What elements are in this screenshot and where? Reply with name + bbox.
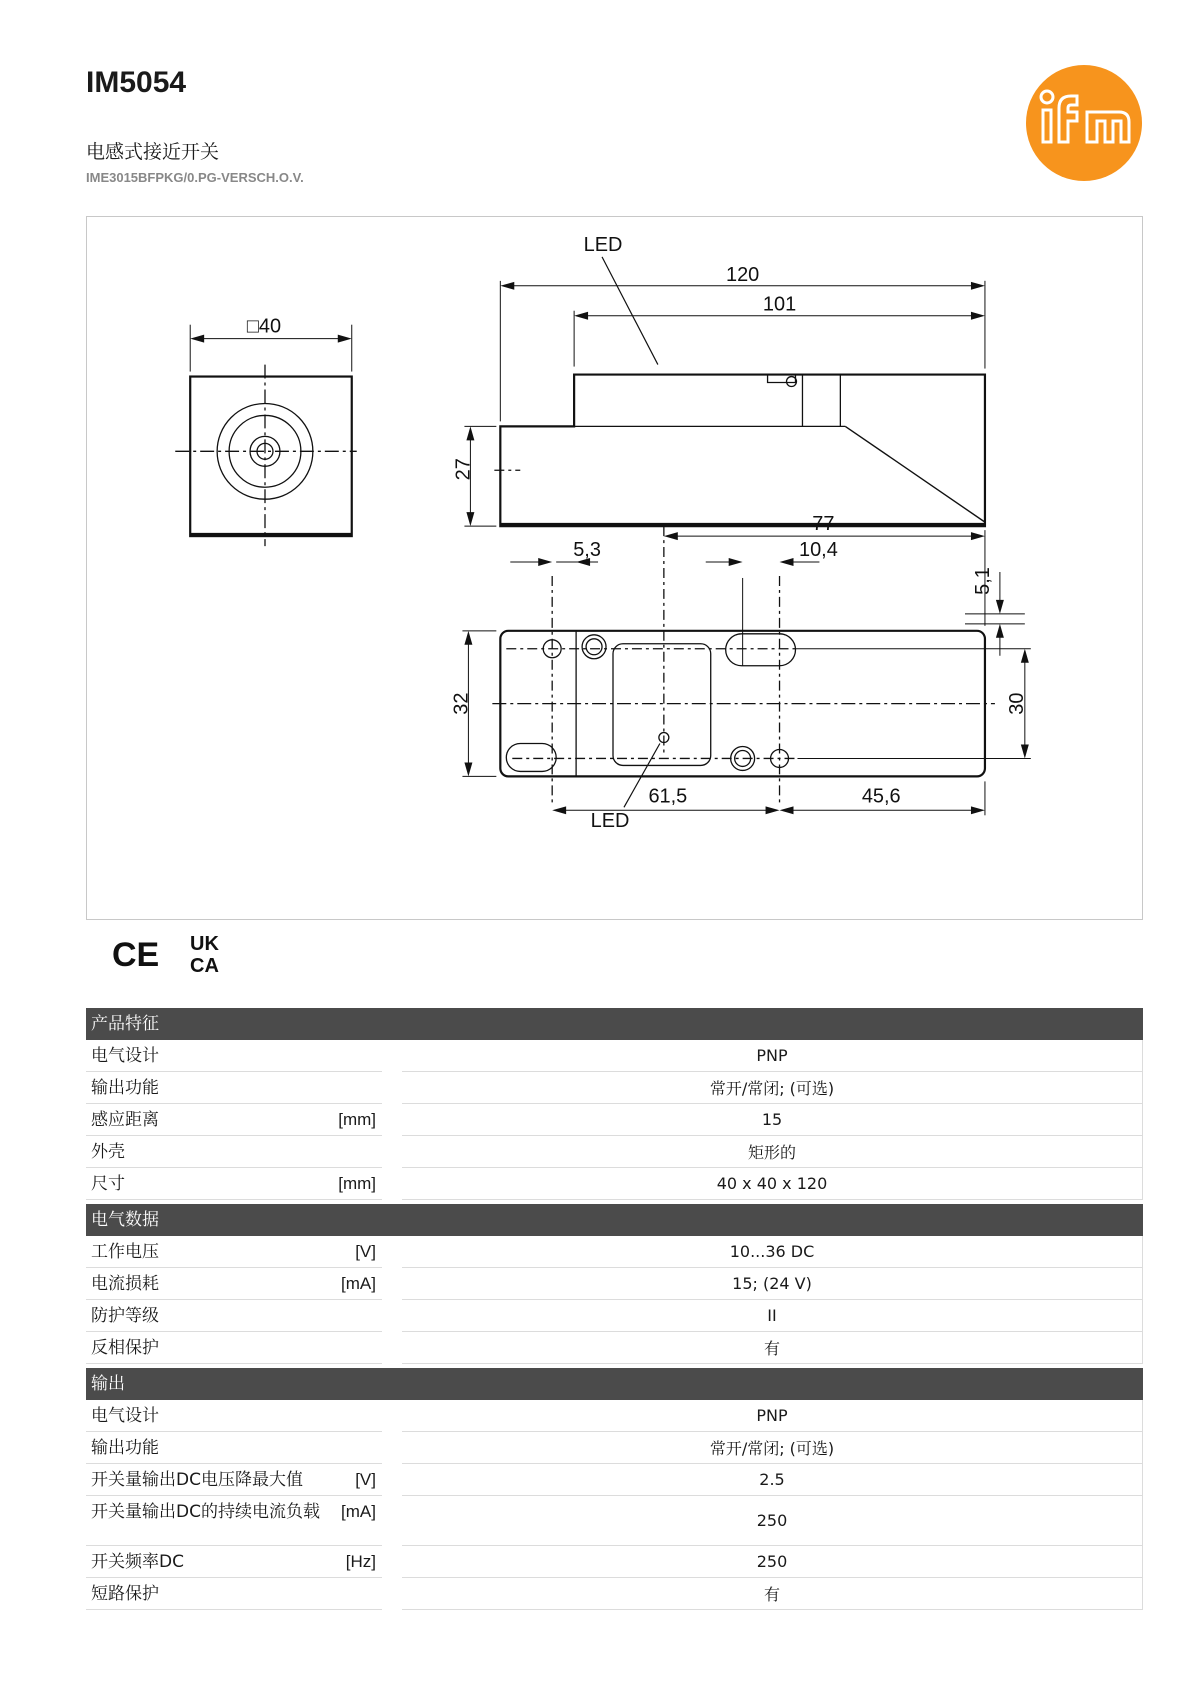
spec-unit: [Hz]	[345, 1552, 376, 1571]
spec-unit: [mm]	[338, 1174, 376, 1193]
spec-value: 常开/常闭; (可选)	[402, 1072, 1143, 1104]
spec-value: 40 x 40 x 120	[402, 1168, 1143, 1200]
spec-label: 防护等级	[91, 1306, 159, 1326]
spec-row	[86, 1072, 1143, 1104]
ce-mark: CE	[112, 936, 160, 974]
product-title: IM5054	[86, 66, 187, 99]
section-header-features: 产品特征	[86, 1008, 1143, 1040]
spec-value: 10...36 DC	[402, 1236, 1143, 1268]
dimension-drawing	[86, 216, 1143, 920]
spec-row	[86, 1300, 1143, 1332]
spec-value: 15; (24 V)	[402, 1268, 1143, 1300]
spec-value: 15	[402, 1104, 1143, 1136]
spec-unit: [mA]	[341, 1274, 376, 1293]
spec-value: 有	[402, 1332, 1143, 1364]
dim-27: 27	[452, 458, 475, 481]
spec-label: 电流损耗	[91, 1274, 159, 1294]
side-view-body	[500, 375, 985, 527]
dim-77: 77	[812, 513, 835, 536]
spec-row	[86, 1546, 1143, 1578]
spec-value: 有	[402, 1578, 1143, 1610]
dim-30: 30	[1005, 692, 1028, 715]
product-subtitle: 电感式接近开关	[86, 141, 220, 163]
specifications-table	[86, 1004, 1143, 1604]
dim-101: 101	[762, 293, 797, 316]
spec-label: 开关频率DC	[91, 1552, 184, 1572]
spec-value: 250	[402, 1546, 1143, 1578]
spec-label: 短路保护	[91, 1584, 159, 1604]
dim-5-3: 5,3	[573, 539, 601, 562]
spec-value: II	[402, 1300, 1143, 1332]
spec-row	[86, 1578, 1143, 1610]
spec-label: 工作电压	[91, 1242, 159, 1262]
section-header-outputs: 输出	[86, 1368, 1143, 1400]
spec-value: PNP	[402, 1040, 1143, 1072]
spec-row	[86, 1268, 1143, 1300]
section-header-electrical: 电气数据	[86, 1204, 1143, 1236]
dim-led-bottom: LED	[590, 810, 630, 833]
spec-row	[86, 1168, 1143, 1200]
spec-row	[86, 1432, 1143, 1464]
dim-32: 32	[450, 692, 473, 715]
spec-label: 尺寸	[91, 1174, 125, 1194]
certification-marks	[110, 928, 240, 978]
ukca-mark-top: UK	[190, 933, 219, 955]
ifm-logo	[1025, 64, 1143, 182]
spec-unit: [mm]	[338, 1110, 376, 1129]
dim-square: □40	[246, 315, 282, 338]
spec-label: 开关量输出DC电压降最大值	[91, 1470, 303, 1490]
spec-label: 开关量输出DC的持续电流负载	[91, 1502, 320, 1522]
led-window	[613, 644, 711, 766]
spec-row	[86, 1496, 1143, 1546]
spec-value: PNP	[402, 1400, 1143, 1432]
spec-label: 输出功能	[91, 1078, 159, 1098]
spec-unit: [V]	[355, 1242, 376, 1261]
spec-label: 反相保护	[91, 1338, 159, 1358]
dim-45-6: 45,6	[861, 785, 901, 808]
spec-unit: [V]	[355, 1470, 376, 1489]
spec-row	[86, 1104, 1143, 1136]
ukca-mark-bottom: CA	[190, 955, 219, 977]
spec-row	[86, 1040, 1143, 1072]
spec-row	[86, 1400, 1143, 1432]
spec-value: 250	[402, 1496, 1143, 1546]
dim-led-top: LED	[583, 233, 623, 256]
spec-row	[86, 1464, 1143, 1496]
spec-label: 外壳	[91, 1142, 125, 1162]
article-number: IME3015BFPKG/0.PG-VERSCH.O.V.	[86, 170, 304, 185]
spec-unit: [mA]	[341, 1502, 376, 1521]
spec-label: 电气设计	[91, 1046, 159, 1066]
spec-row	[86, 1332, 1143, 1364]
spec-value: 常开/常闭; (可选)	[402, 1432, 1143, 1464]
spec-row	[86, 1236, 1143, 1268]
dim-5-1: 5,1	[971, 567, 994, 595]
dim-61-5: 61,5	[648, 785, 688, 808]
spec-label: 电气设计	[91, 1406, 159, 1426]
spec-row	[86, 1136, 1143, 1168]
spec-label: 感应距离	[91, 1110, 159, 1130]
spec-label: 输出功能	[91, 1438, 159, 1458]
spec-value: 矩形的	[402, 1136, 1143, 1168]
dim-10-4: 10,4	[799, 539, 838, 562]
spec-value: 2.5	[402, 1464, 1143, 1496]
dim-120: 120	[726, 263, 760, 286]
